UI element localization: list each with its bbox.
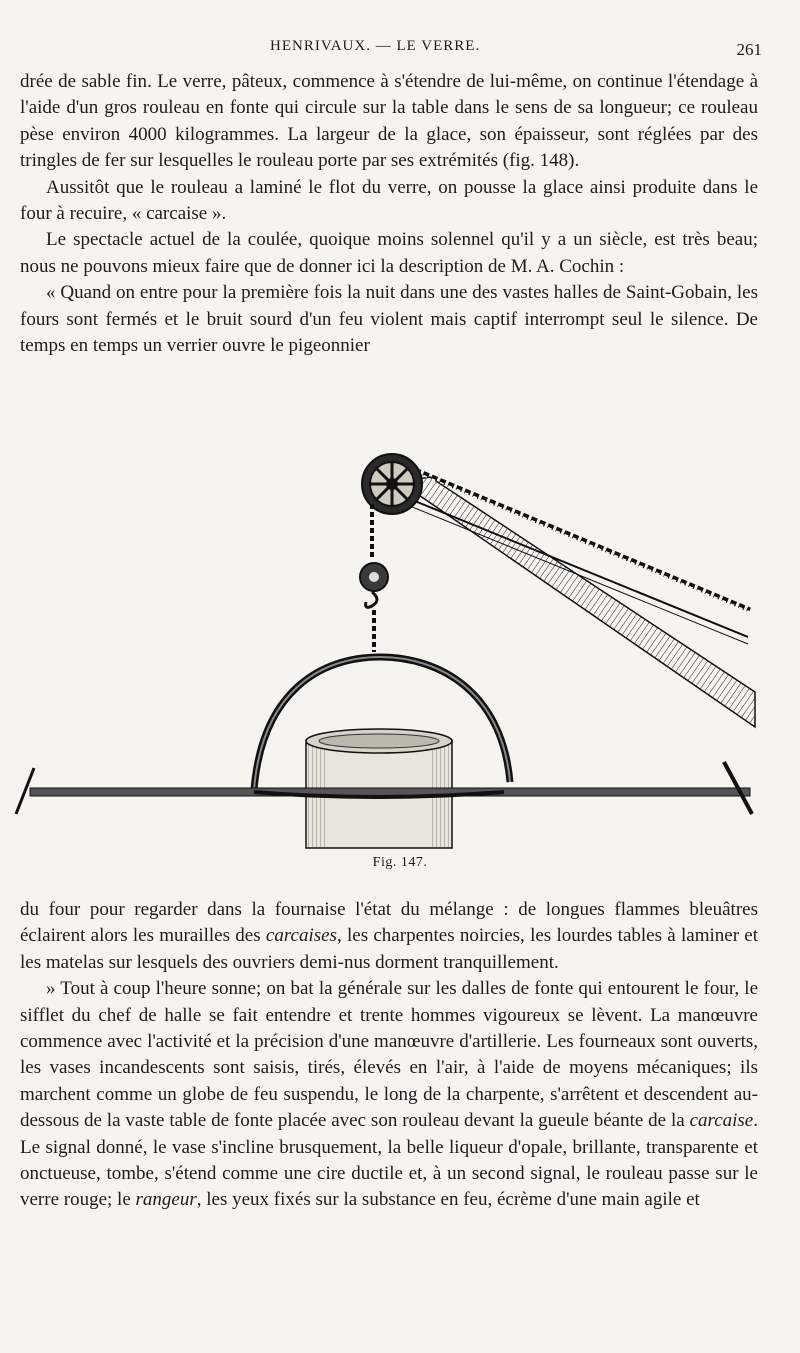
paragraph: Le spectacle actuel de la coulée, quoique moins solennel qu'il y a un siècle, est très beau; nous ne pouvons mieux faire que de donner ici la description de M. A. Cochin : bbox=[20, 229, 758, 277]
text-run: . Le signal donné, le vase s'incline brusquement, la belle liqueur d'opale, brillante, transparente et onctueuse, tombe, s'étend comme une cire ductile et, à un second signal, le rouleau passe sur le verre rouge; le bbox=[20, 1110, 758, 1211]
page-number: 261 bbox=[736, 40, 762, 59]
text-block-bottom bbox=[20, 897, 758, 1214]
running-head: HENRIVAUX. — LE VERRE. bbox=[270, 38, 481, 54]
text-run: , les yeux fixés sur la substance en feu, écrème d'une main agile et bbox=[196, 1189, 700, 1211]
text-run: » Tout à coup l'heure sonne; on bat la générale sur les dalles de fonte qui entourent le four, le sifflet du chef de halle se fait entendre et trente hommes vigoureux se lèvent. La manœuvre commence avec l'activité et la précision d'une manœuvre d'artillerie. Les fourneaux sont ouverts, les vases incandescents sont saisis, tirés, élevés en l'air, à l'aide de moyens mécaniques; ils marchent comme un globe de feu suspendu, le long de la charpente, s'arrêtent et descendent au-dessous de la vaste table de fonte placée avec son rouleau devant la gueule béante de la bbox=[20, 978, 758, 1132]
text-run: , les charpentes noircies, les lourdes tables à laminer et les matelas sur lesquels des ouvriers demi-nus dorment tranquillement. bbox=[20, 925, 759, 973]
paragraph bbox=[20, 897, 758, 976]
figure-147 bbox=[0, 442, 800, 882]
text-block-top bbox=[20, 69, 758, 359]
hanging-chain bbox=[360, 504, 388, 652]
italic-term: carcaise bbox=[689, 1110, 754, 1132]
paragraph bbox=[20, 976, 758, 1214]
paragraph: « Quand on entre pour la première fois la nuit dans une des vastes halles de Saint-Gobain, les fours sont fermés et le bruit sourd d'un feu violent mais captif interrompt seul le silence. De temps en temps un verrier ouvre le pigeonnier bbox=[20, 282, 758, 357]
figure-caption: Fig. 147. bbox=[372, 855, 428, 870]
text-run: du four pour regarder dans la fournaise l'état du mélange : de longues flammes bleuâtres éclairent alors les murailles des bbox=[20, 899, 758, 947]
italic-term: carcaises bbox=[265, 925, 337, 947]
paragraph: drée de sable fin. Le verre, pâteux, commence à s'étendre de lui-même, on continue l'étendage à l'aide d'un gros rouleau en fonte qui circule sur la table dans le sens de sa longueur; ce rouleau pèse environ 4000 kilogrammes. La largeur de la glace, son épaisseur, sont réglées par des tringles de fer sur lesquelles le rouleau porte par ses extrémités (fig. 148). bbox=[20, 71, 758, 172]
crane-boom bbox=[400, 477, 755, 727]
page-header bbox=[0, 38, 800, 62]
paragraph: Aussitôt que le rouleau a laminé le flot du verre, on pousse la glace ainsi produite dans le four à recuire, « carcaise ». bbox=[20, 176, 758, 225]
crane-illustration bbox=[0, 442, 800, 852]
italic-term: rangeur bbox=[135, 1189, 197, 1211]
